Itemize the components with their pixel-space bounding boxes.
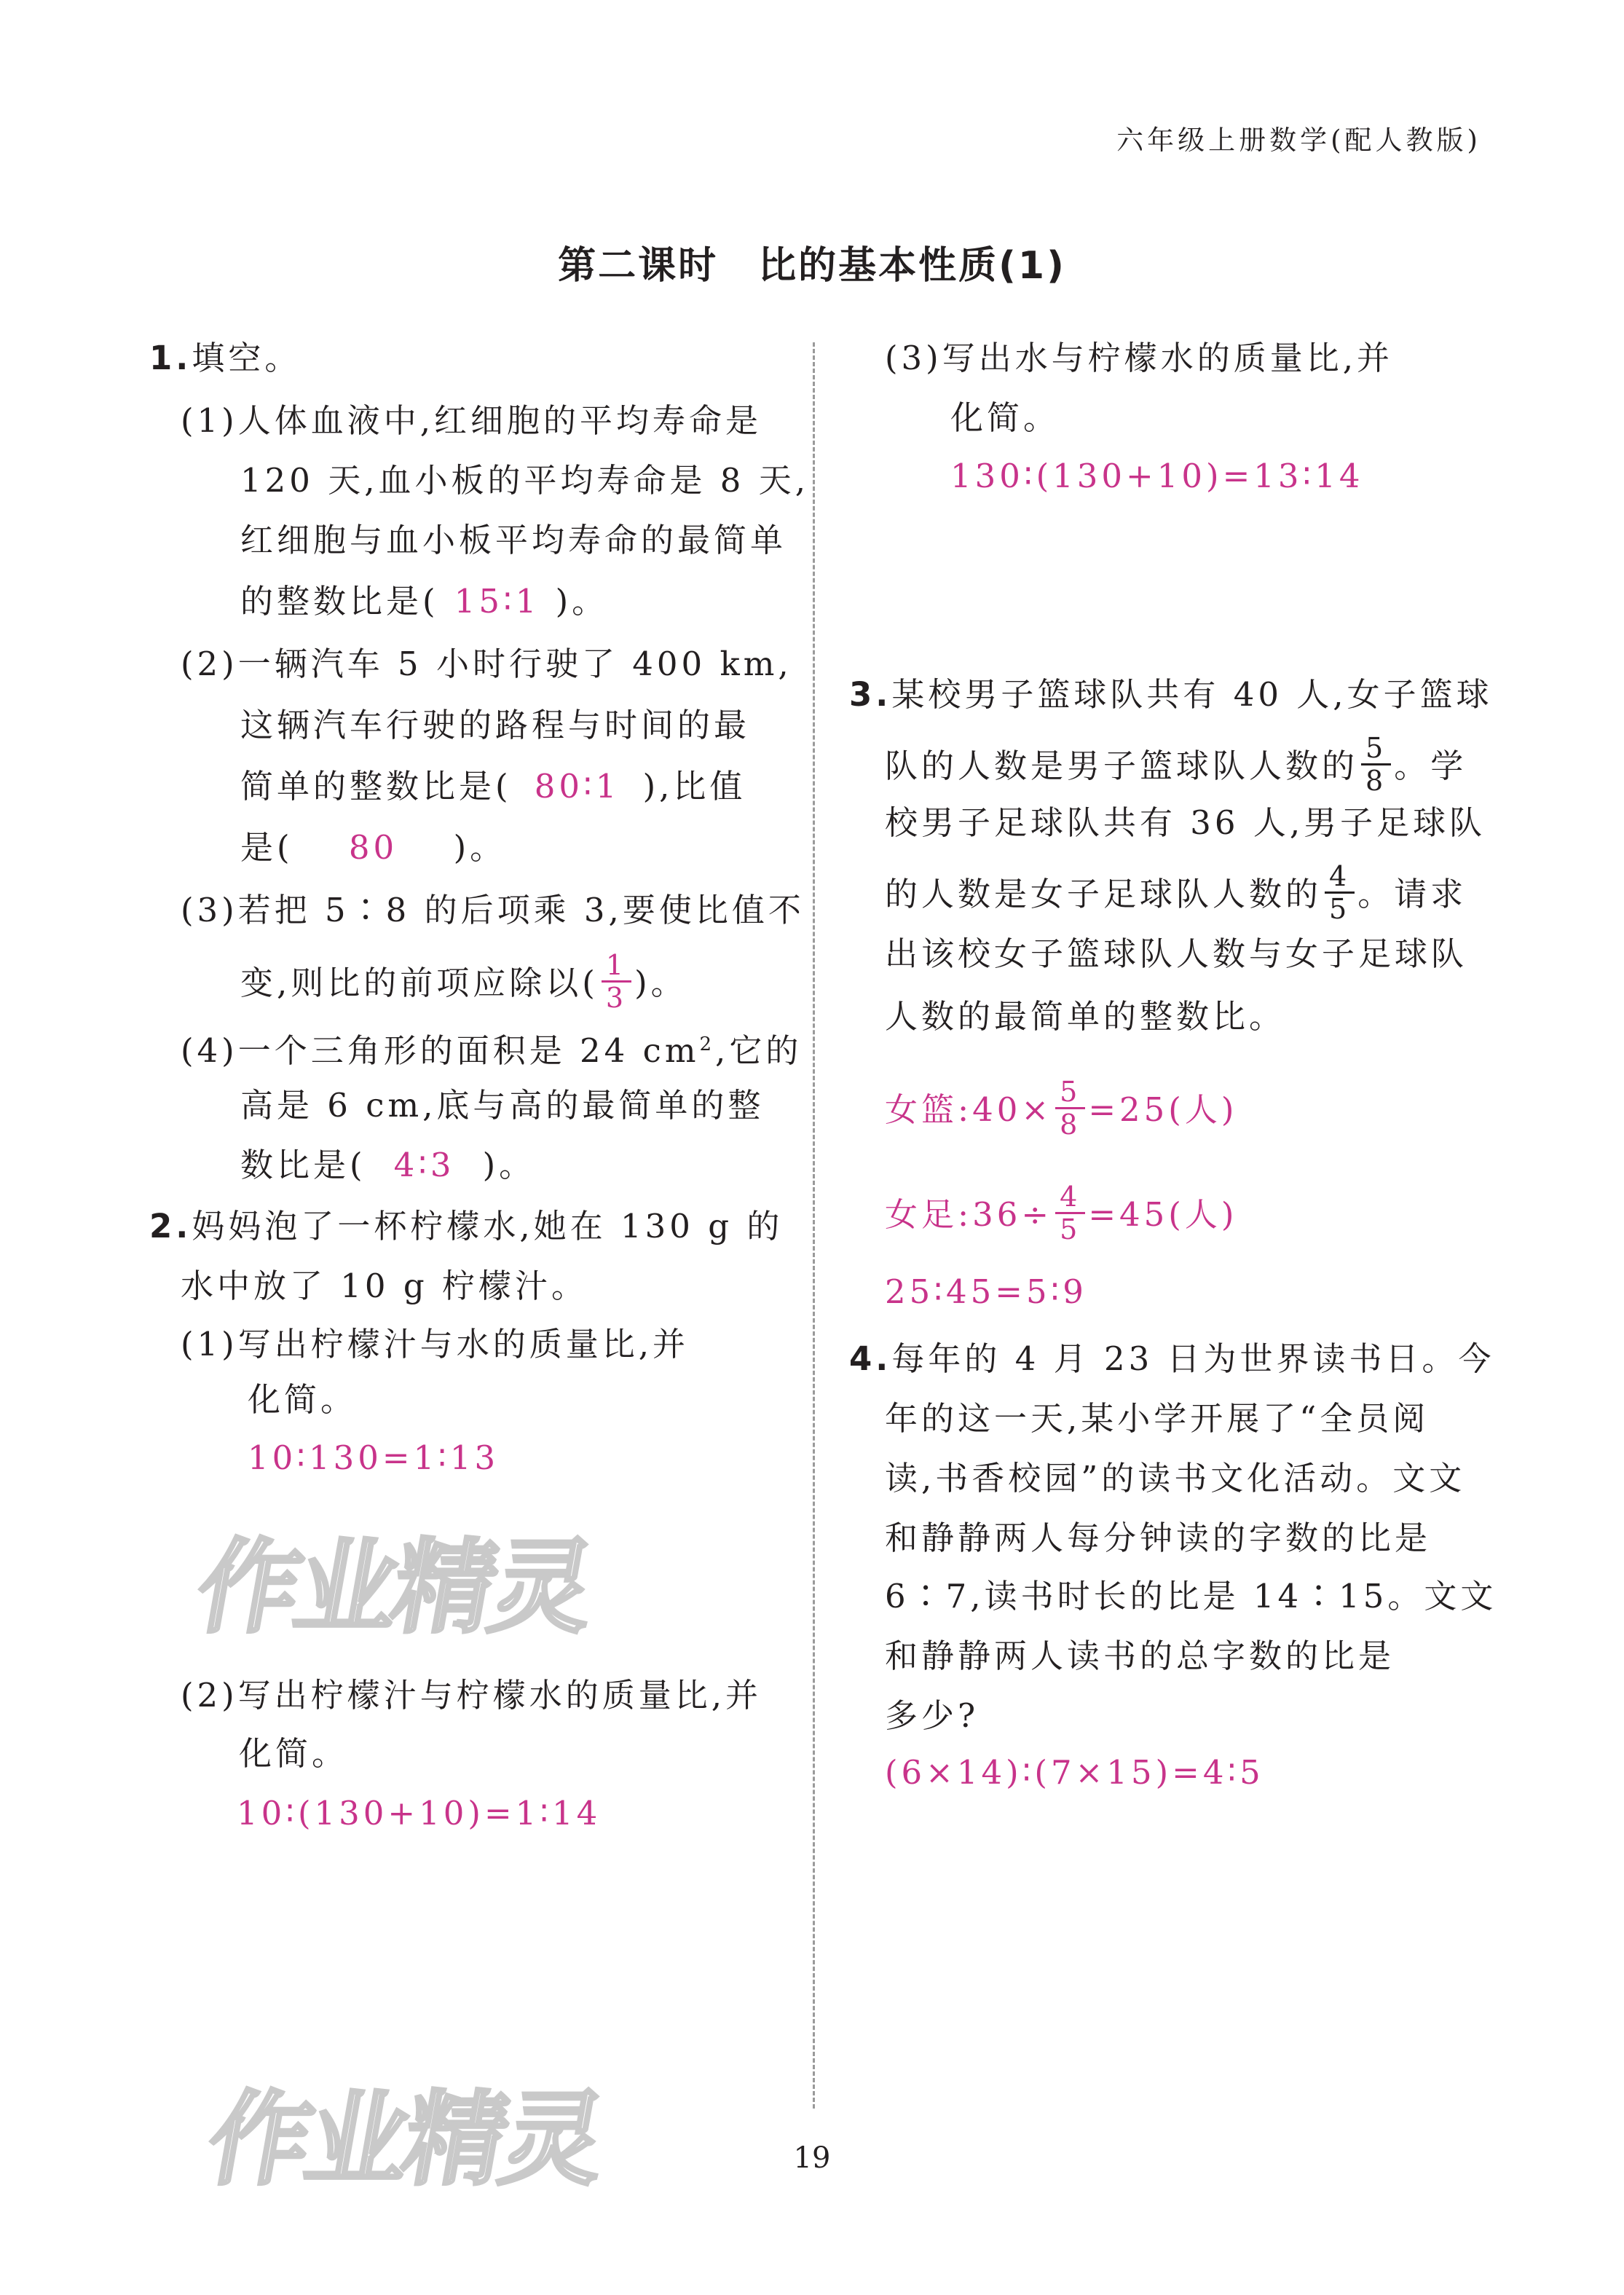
watermark: 作业精灵 [188,1529,600,1648]
q1-p1-line2: 120 天,血小板的平均寿命是 8 天, [240,461,810,500]
q1-p4-line1 [181,1023,802,1073]
q2-p1-line2: 化简。 [248,1380,358,1419]
book-header: 六年级上册数学(配人教版) [1116,125,1481,156]
text: )。 [634,964,687,1002]
numerator: 5 [1361,733,1391,765]
question-number: 3. [849,675,892,714]
question-3-line4 [885,860,1467,929]
numerator: 5 [1055,1076,1085,1109]
q1-p2-line2: 这辆汽车行驶的路程与时间的最 [240,706,751,744]
text: 的人数是女子足球队人数的 [885,875,1323,913]
question-4-line4: 和静静两人每分钟读的字数的比是 [885,1519,1432,1557]
text: 的整数比是( [240,582,439,621]
denominator: 5 [1329,893,1351,925]
text: )。 [555,582,609,621]
q2-p1-answer: 10∶130=1∶13 [248,1438,500,1477]
question-2-line2: 水中放了 10 g 柠檬汁。 [181,1267,588,1305]
answer-fraction [602,950,631,1013]
question-number: 4. [849,1339,892,1378]
question-4-line7: 多少? [885,1696,979,1735]
lesson-title: 第二课时 比的基本性质(1) [558,244,1066,288]
q2-p3-line1: (3)写出水与柠檬水的质量比,并 [885,339,1394,377]
question-text: 妈妈泡了一杯柠檬水,她在 130 g 的 [192,1207,784,1245]
numerator: 4 [1325,861,1355,894]
question-3-line3: 校男子足球队共有 36 人,男子足球队 [885,803,1486,842]
q2-p3-answer: 130∶(130+10)=13∶14 [950,457,1364,495]
superscript: 2 [699,1034,716,1055]
question-3-line6: 人数的最简单的整数比。 [885,997,1286,1036]
answer-text: =45(人) [1088,1195,1238,1234]
question-2-line1 [149,1205,783,1248]
numerator: 4 [1055,1181,1085,1214]
q1-p1-line3: 红细胞与血小板平均寿命的最简单 [240,521,787,559]
question-3-line5: 出该校女子篮球队人数与女子足球队 [885,934,1468,973]
question-number: 1. [149,339,192,377]
answer-fraction [1055,1181,1085,1245]
q1-p2-line4 [240,826,506,870]
question-text: 每年的 4 月 23 日为世界读书日。今 [891,1339,1495,1378]
q1-p4-line3 [240,1143,535,1187]
q1-p1-line4 [240,580,608,623]
numerator: 1 [602,950,631,983]
watermark: 作业精灵 [199,2081,611,2200]
question-3-line1 [849,673,1493,717]
question-4-line2: 年的这一天,某小学开展了“全员阅 [885,1399,1430,1438]
q4-answer: (6×14)∶(7×15)=4∶5 [885,1753,1264,1792]
denominator: 8 [1365,765,1387,797]
text: 。学 [1394,747,1467,785]
answer-blank: 80 [348,828,398,867]
q3-answer-2 [885,1181,1238,1249]
text: 变,则比的前项应除以( [240,964,599,1002]
text: 。请求 [1357,875,1467,913]
question-1-stem [149,336,301,380]
question-4-line3: 读,书香校园”的读书文化活动。文文 [885,1459,1466,1497]
question-4-line1 [849,1337,1495,1381]
text: 简单的整数比是( [240,767,512,806]
question-number: 2. [149,1207,192,1245]
text: ,它的 [715,1031,803,1070]
text: 数比是( [240,1146,366,1184]
question-text: 某校男子篮球队共有 40 人,女子篮球 [891,675,1493,714]
answer-fraction [1055,1076,1085,1140]
q1-p2-line1: (2)一辆汽车 5 小时行驶了 400 km, [181,645,792,683]
fraction [1361,733,1391,796]
answer-text: =25(人) [1088,1090,1238,1129]
q2-p2-line2: 化简。 [239,1734,349,1773]
page-number: 19 [793,2141,831,2175]
q2-p3-line2: 化简。 [950,398,1060,437]
text: )。 [482,1146,536,1184]
question-text: 填空。 [192,339,301,377]
q2-p2-answer: 10∶(130+10)=1∶14 [237,1794,602,1833]
q2-p1-line1: (1)写出柠檬汁与水的质量比,并 [181,1325,690,1363]
answer-text: 女足:36÷ [885,1195,1053,1234]
denominator: 3 [605,982,628,1014]
question-4-line5: 6∶7,读书时长的比是 14∶15。文文 [885,1577,1497,1615]
q1-p3-line2 [240,949,687,1017]
answer-blank: 4∶3 [393,1146,455,1184]
q1-p2-line3 [240,765,746,808]
text: )。 [453,828,507,867]
q1-p3-line1: (3)若把 5∶8 的后项乘 3,要使比值不 [181,891,805,929]
answer-blank: 80∶1 [534,767,620,806]
text: 是( [240,828,293,867]
q3-answer-3: 25∶45=5∶9 [885,1272,1087,1311]
text: 队的人数是男子篮球队人数的 [885,747,1359,785]
q1-p1-line1: (1)人体血液中,红细胞的平均寿命是 [181,401,762,440]
fraction [1325,861,1355,924]
question-4-line6: 和静静两人读书的总字数的比是 [885,1637,1395,1675]
denominator: 5 [1060,1213,1081,1245]
column-divider [813,342,815,2109]
question-3-line2 [885,732,1467,800]
text: (4)一个三角形的面积是 24 cm [181,1031,700,1070]
answer-blank: 15∶1 [454,582,540,621]
answer-text: 女篮:40× [885,1090,1053,1129]
q1-p4-line2: 高是 6 cm,底与高的最简单的整 [240,1086,765,1125]
denominator: 8 [1060,1109,1081,1141]
q3-answer-1 [885,1076,1238,1144]
text: ),比值 [642,767,746,806]
q2-p2-line1: (2)写出柠檬汁与柠檬水的质量比,并 [181,1676,762,1715]
